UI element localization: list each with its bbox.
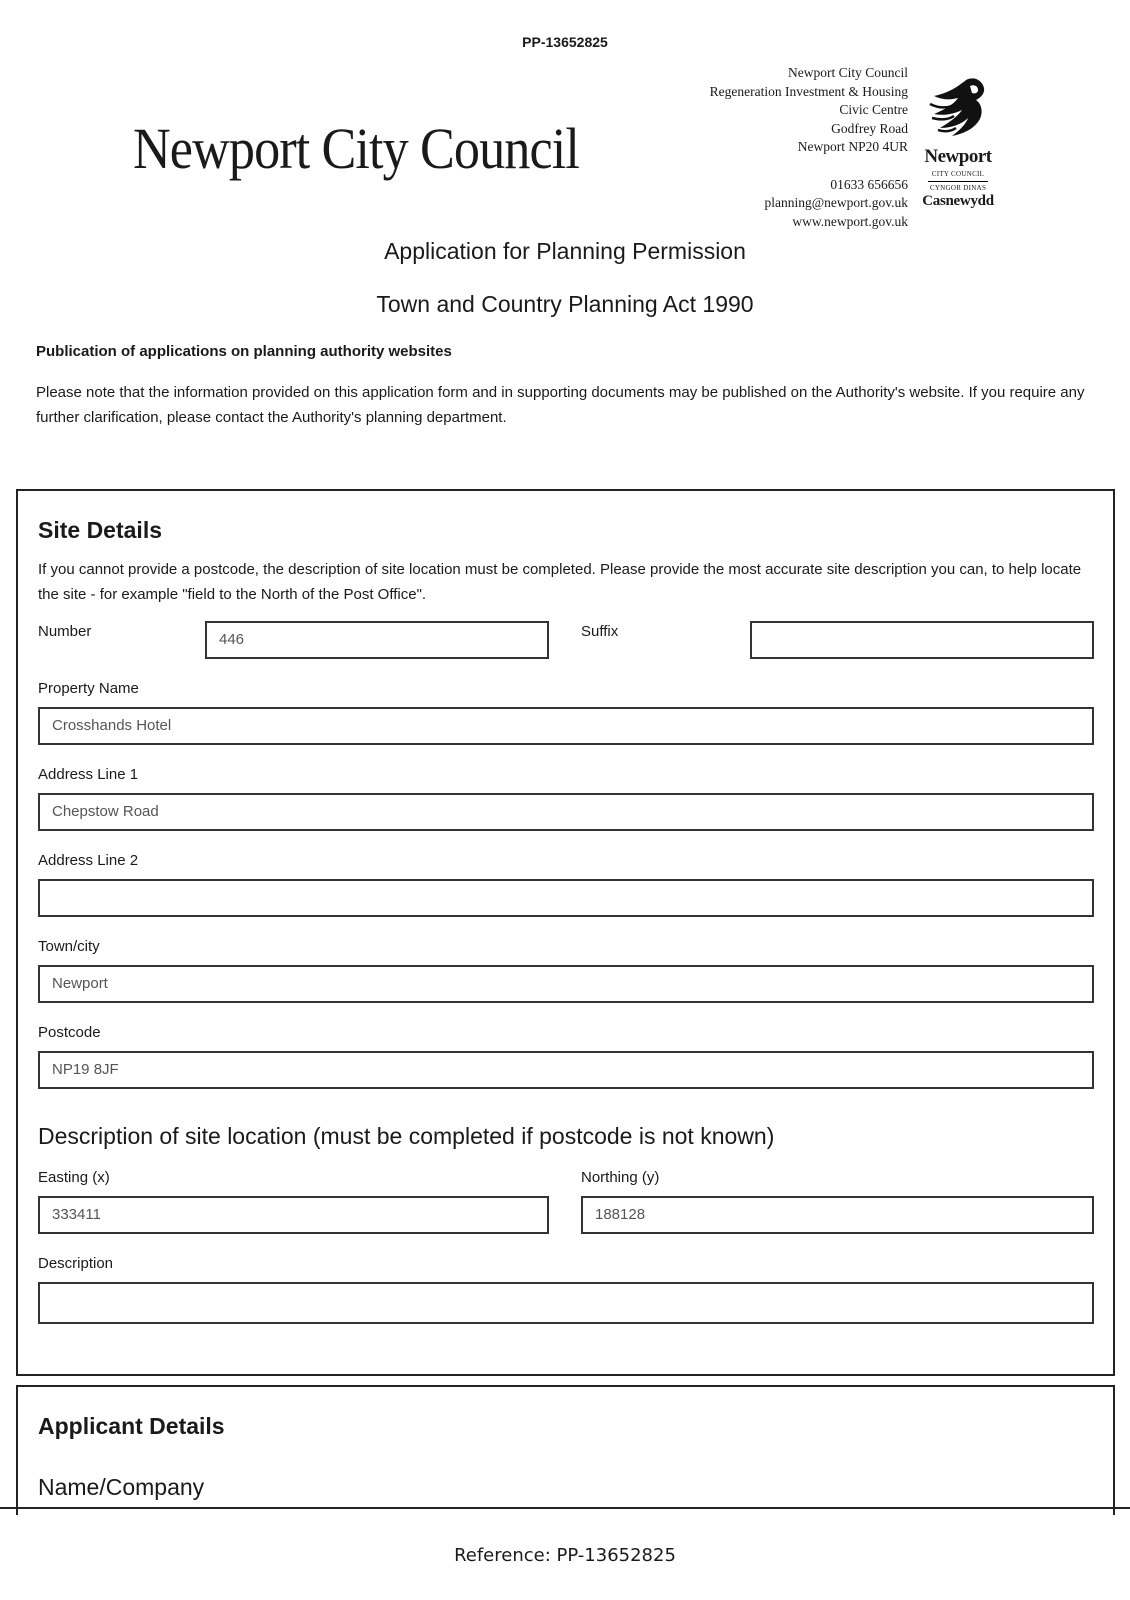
logo-city-council-text: CITY COUNCIL [931,170,985,178]
website-address: www.newport.gov.uk [792,213,908,229]
publication-heading: Publication of applications on planning authority websites [36,343,452,360]
site-location-heading: Description of site location (must be completed if postcode is not known) [38,1123,775,1149]
suffix-label: Suffix [581,623,619,640]
phone-number: 01633 656656 [830,176,908,192]
address-line: Civic Centre [839,102,908,117]
northing-label: Northing (y) [581,1169,660,1186]
property-name-label: Property Name [38,680,139,697]
description-label: Description [38,1255,114,1272]
town-city-field[interactable]: Newport [38,965,1094,1003]
northing-field[interactable]: 188128 [581,1196,1094,1234]
site-details-help: If you cannot provide a postcode, the description of site location must be completed. Please provide the most accurate site description you can, to help locate the site - for example "field to the North of the Post Office". [38,561,1082,603]
logo-newport-text: Newport [924,146,992,167]
suffix-field[interactable] [750,621,1094,659]
address-line-1-field[interactable]: Chepstow Road [38,793,1094,831]
address-line: Newport City Council [788,65,908,80]
description-field[interactable] [38,1282,1094,1324]
address-line-2-label: Address Line 2 [38,852,139,869]
email-address: planning@newport.gov.uk [764,195,908,210]
address-line: Regeneration Investment & Housing [709,83,908,99]
act-title: Town and Country Planning Act 1990 [376,291,754,317]
applicant-details-title: Applicant Details [38,1413,225,1439]
name-company-heading: Name/Company [38,1474,205,1500]
property-name-field[interactable]: Crosshands Hotel [38,707,1094,745]
address-line: Godfrey Road [831,120,908,136]
application-title: Application for Planning Permission [384,238,746,264]
griffin-icon [922,74,994,146]
address-line: Newport NP20 4UR [797,139,908,154]
easting-field[interactable]: 333411 [38,1196,549,1234]
page-divider [0,1507,1130,1509]
town-city-label: Town/city [38,938,100,955]
council-name-heading: Newport City Council [133,116,579,181]
publication-text: Please note that the information provided on this application form and in supporting documents may be published on the Authority's website. If you require any further clarification, please contact the Authority's planning department. [36,384,1085,426]
postcode-field[interactable]: NP19 8JF [38,1051,1094,1089]
postcode-label: Postcode [38,1024,101,1041]
reference-number-top: PP-13652825 [522,34,608,50]
newport-council-logo [922,74,994,214]
number-field[interactable]: 446 [205,621,549,659]
reference-footer: Reference: PP-13652825 [454,1545,676,1566]
logo-cyngor-text: CYNGOR DINAS [929,184,987,192]
applicant-details-section [16,1385,1115,1515]
easting-label: Easting (x) [38,1169,110,1186]
logo-casnewydd-text: Casnewydd [922,193,994,209]
address-line-1-label: Address Line 1 [38,766,139,783]
address-line-2-field[interactable] [38,879,1094,917]
site-details-section [16,489,1115,1376]
site-details-title: Site Details [38,517,162,543]
council-address-block [710,64,908,231]
number-label: Number [38,623,92,640]
